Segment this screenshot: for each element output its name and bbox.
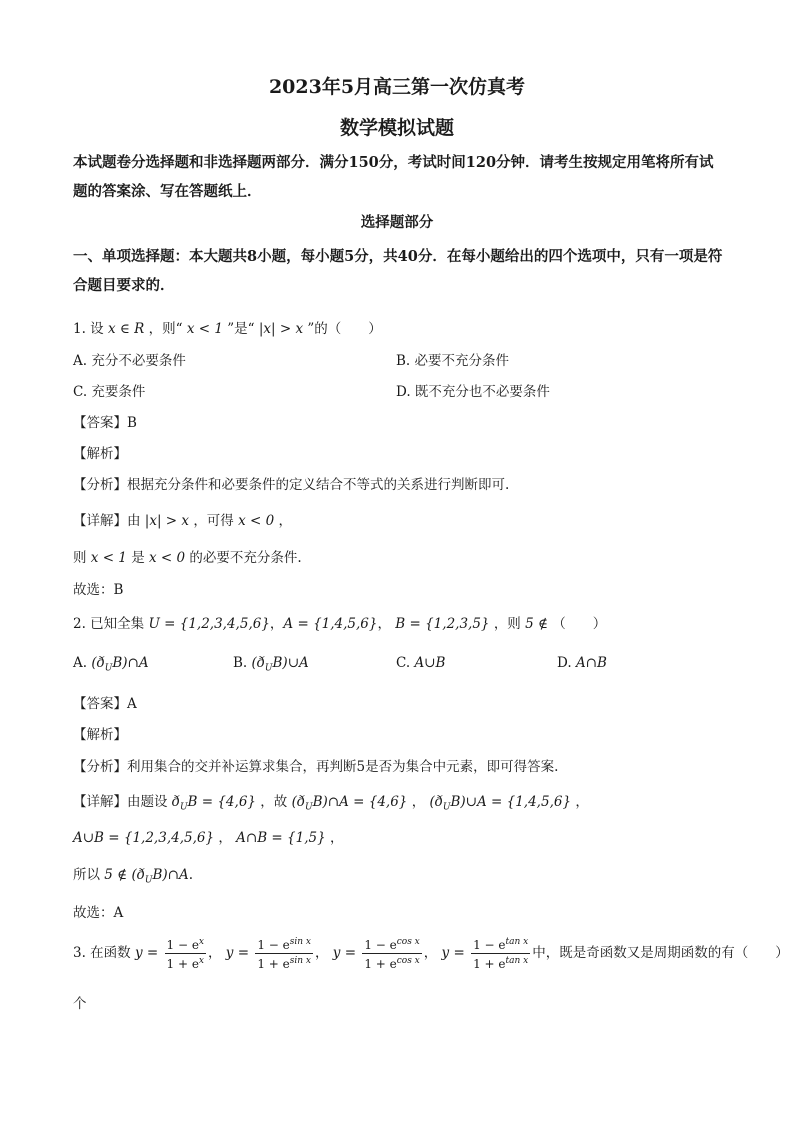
q1-stem-text: ，则“ xyxy=(148,321,183,337)
q1-then-math: x < 1 xyxy=(90,550,127,566)
q3-frac-sup: x xyxy=(198,937,204,947)
q2-detail-text: ， xyxy=(411,794,426,810)
q2-detail-sub: U xyxy=(442,802,451,813)
q1-option-c: C. 充要条件 xyxy=(73,384,146,400)
q1-then-math: x < 0 xyxy=(149,550,186,566)
q2-stem-text: （ ） xyxy=(552,616,607,632)
q1-detail-math: |x| > x xyxy=(144,513,190,529)
q1-stem-text: 1. 设 xyxy=(73,321,104,337)
q1-then xyxy=(73,546,302,566)
q2-detail-math: A∪B = {1,2,3,4,5,6} xyxy=(73,830,215,846)
q3-sep: ， xyxy=(208,945,222,961)
q3-frac-sup: tan x xyxy=(505,937,529,947)
q1-option-b: B. 必要不充分条件 xyxy=(396,353,510,369)
q2-detail-math: B = {4,6} xyxy=(187,794,256,810)
q2-option-c xyxy=(396,655,445,671)
q1-then-text: 是 xyxy=(131,550,145,566)
q2-option-math: A∪B xyxy=(414,655,446,671)
q3-frac-den: 1 + e xyxy=(473,957,506,971)
q3-fraction-4 xyxy=(471,935,530,972)
q2-analysis: 【解析】 xyxy=(73,727,127,743)
q1-math-cond1: x < 1 xyxy=(186,321,223,337)
q2-stem xyxy=(73,612,606,632)
exam-subtitle: 数学模拟试题 xyxy=(339,117,454,139)
q2-sep: ， xyxy=(377,616,391,632)
q3-frac-sup: sin x xyxy=(289,956,311,966)
q2-option-math: A∩B xyxy=(575,655,607,671)
q1-detail xyxy=(73,509,292,529)
q3-frac-num: 1 − e xyxy=(473,938,506,952)
q2-option-sub: U xyxy=(264,663,273,674)
q2-option-math: B)∪A xyxy=(272,655,309,671)
q2-detail-sub: U xyxy=(179,802,188,813)
q3-math-y: y = xyxy=(134,945,159,961)
q3-frac-den: 1 + e xyxy=(257,957,290,971)
exam-title: 2023年5月高三第一次仿真考 xyxy=(268,76,526,98)
q1-option-a: A. 充分不必要条件 xyxy=(73,353,186,369)
q2-option-math: (ð xyxy=(251,655,265,671)
section-title: 选择题部分 xyxy=(360,214,434,231)
q1-math-set: x ∈ R xyxy=(107,321,145,337)
q2-option-math: (ð xyxy=(91,655,105,671)
q3-math-y: y = xyxy=(225,945,250,961)
q2-detail-text: ， xyxy=(575,794,589,810)
q3-fraction-1 xyxy=(165,935,207,972)
q2-stem-text: 2. 已知全集 xyxy=(73,616,145,632)
q2-option-d xyxy=(557,655,607,671)
q2-detail-math: (ð xyxy=(429,794,443,810)
q3-frac-num: 1 − e xyxy=(364,938,397,952)
q1-choose: 故选：B xyxy=(73,582,124,598)
q3-frac-sup: tan x xyxy=(505,956,529,966)
q1-fenxi: 【分析】根据充分条件和必要条件的定义结合不等式的关系进行判断即可. xyxy=(73,477,510,493)
q1-answer: 【答案】B xyxy=(73,415,137,431)
q2-option-sub: U xyxy=(104,663,113,674)
q2-so-sub: U xyxy=(144,875,153,886)
q3-frac-sup: x xyxy=(198,956,204,966)
q3-math-y: y = xyxy=(441,945,465,961)
q3-frac-sup: cos x xyxy=(396,956,420,966)
q2-detail-text: ， xyxy=(329,830,344,846)
exam-instructions: 本试题卷分选择题和非选择题两部分．满分150分，考试时间120分钟．请考生按规定用笔将所有试题的答案涂、写在答题纸上． xyxy=(73,154,714,200)
q3-math-y: y = xyxy=(332,945,357,961)
q3-frac-den: 1 + e xyxy=(364,957,397,971)
q2-detail-sub: U xyxy=(305,802,313,813)
q1-then-text: 则 xyxy=(73,550,87,566)
q3-frac-sup: sin x xyxy=(289,937,311,947)
q2-option-label: A. xyxy=(73,655,88,671)
q2-detail-math: ð xyxy=(171,794,180,810)
q2-so xyxy=(73,863,193,886)
q3-frac-sup: cos x xyxy=(396,937,420,947)
q3-sep: ， xyxy=(423,945,438,961)
q3-stem-text: 3. 在函数 xyxy=(73,945,131,961)
q1-stem xyxy=(73,317,382,337)
q3-sep: ， xyxy=(314,945,329,961)
q3-frac-den: 1 + e xyxy=(166,957,199,971)
q3-stem-cont: 个 xyxy=(73,996,87,1012)
q2-option-label: B. xyxy=(233,655,248,671)
q2-sep: ， xyxy=(269,616,284,632)
q2-so-math: 5 ∉ (ð xyxy=(104,867,145,883)
q1-then-text: 的必要不充分条件. xyxy=(189,550,302,566)
q1-analysis: 【解析】 xyxy=(73,446,127,462)
q3-frac-num: 1 − e xyxy=(257,938,290,952)
q1-detail-text: ，可得 xyxy=(193,513,234,529)
q2-detail-text: ， xyxy=(218,830,232,846)
q2-detail-math: B)∩A = {4,6} xyxy=(312,794,408,810)
q2-math-universe: U = {1,2,3,4,5,6} xyxy=(148,616,270,632)
q2-math-set-b: B = {1,2,3,5} xyxy=(395,616,490,632)
q2-answer: 【答案】A xyxy=(73,696,137,712)
q1-detail-text: ， xyxy=(278,513,293,529)
q2-so-text: . xyxy=(188,867,193,883)
q3-stem xyxy=(73,935,789,972)
q2-option-math: B)∩A xyxy=(112,655,149,671)
section1-instructions: 一、单项选择题：本大题共8小题，每小题5分，共40分．在每小题给出的四个选项中，只有一项是符合题目要求的． xyxy=(73,248,723,294)
q3-fraction-2 xyxy=(255,935,313,972)
q2-choose: 故选：A xyxy=(73,905,124,921)
q2-detail-text: ，故 xyxy=(260,794,288,810)
q1-option-d: D. 既不充分也不必要条件 xyxy=(396,384,550,400)
q2-option-label: D. xyxy=(557,655,572,671)
q3-frac-num: 1 − e xyxy=(166,938,199,952)
q1-math-cond2: |x| > x xyxy=(258,321,304,337)
q2-detail-math: B)∪A = {1,4,5,6} xyxy=(450,794,572,810)
q2-option-label: C. xyxy=(396,655,411,671)
q1-detail-text: 【详解】由 xyxy=(73,513,141,529)
q3-stem-text: 中，既是奇函数又是周期函数的有（ ） xyxy=(532,945,789,961)
q2-math-set-a: A = {1,4,5,6} xyxy=(283,616,378,632)
q2-so-text: 所以 xyxy=(73,867,100,883)
q3-fraction-3 xyxy=(362,935,421,972)
q2-math-not-in: 5 ∉ xyxy=(525,616,548,632)
q1-stem-text: ”是“ xyxy=(227,321,255,337)
q2-detail-text: 【详解】由题设 xyxy=(73,794,168,810)
q2-so-math: B)∩A xyxy=(152,867,189,883)
q2-detail-line2 xyxy=(73,826,343,846)
q2-fenxi: 【分析】利用集合的交并补运算求集合，再判断5是否为集合中元素，即可得答案. xyxy=(73,759,559,775)
q2-stem-text: ，则 xyxy=(493,616,521,632)
q1-stem-text: ”的（ ） xyxy=(307,321,382,337)
q2-detail-math: (ð xyxy=(291,794,305,810)
q2-detail-math: A∩B = {1,5} xyxy=(236,830,326,846)
q2-detail xyxy=(73,790,589,813)
q1-detail-math: x < 0 xyxy=(238,513,275,529)
q2-option-a xyxy=(73,655,149,674)
q2-option-b xyxy=(233,655,309,674)
